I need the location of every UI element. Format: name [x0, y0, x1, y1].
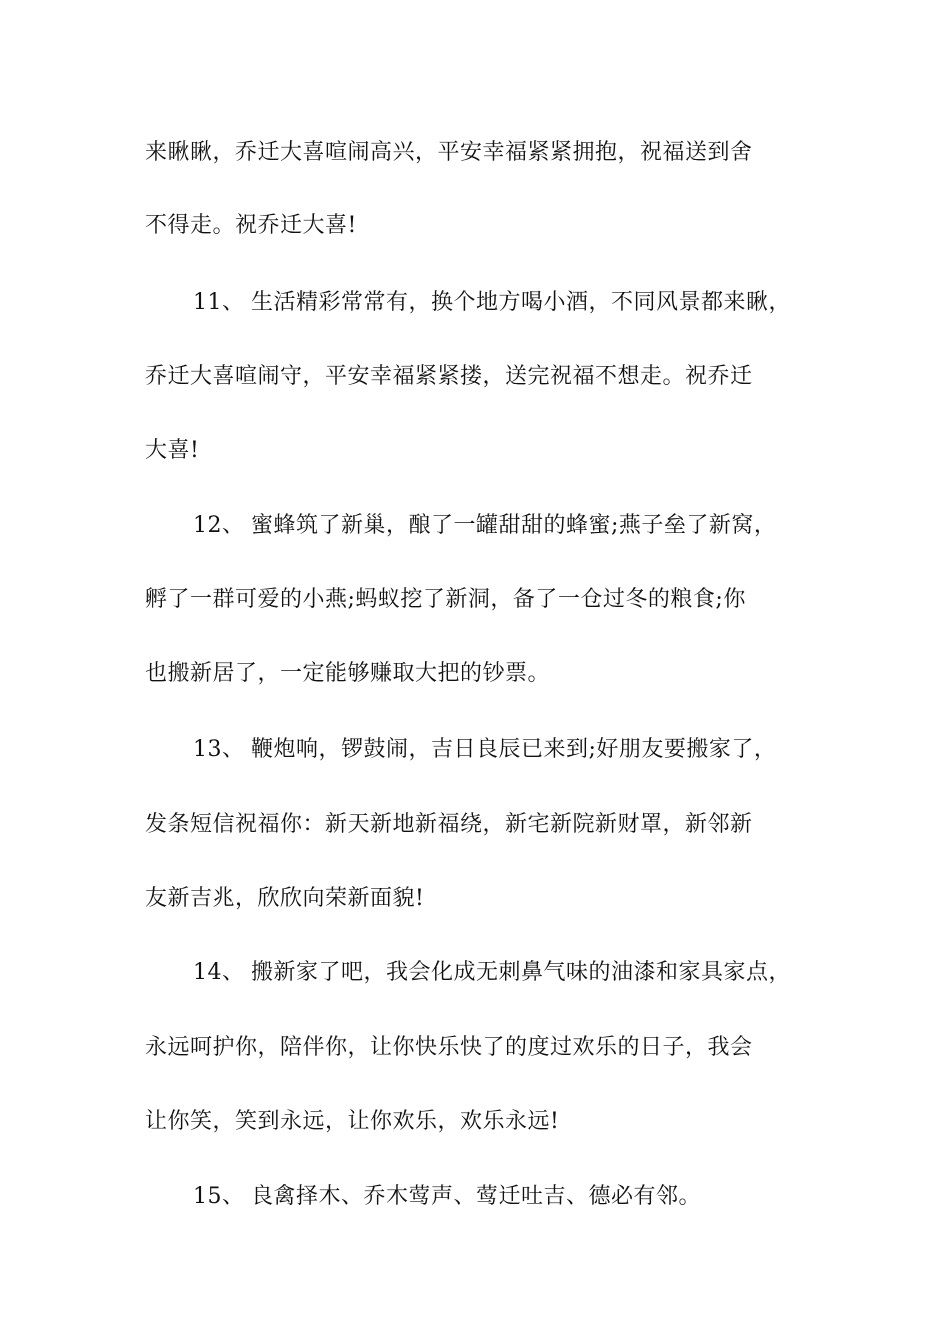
item-number: 15、	[193, 1184, 245, 1209]
paragraph-line: 来瞅瞅，乔迁大喜喧闹高兴，平安幸福紧紧拥抱，祝福送到舍	[145, 140, 753, 165]
paragraph-line: 大喜!	[145, 438, 200, 463]
item-number: 13、	[193, 737, 245, 762]
paragraph-text: 鞭炮响，锣鼓闹，吉日良辰已来到;好朋友要搬家了，	[251, 737, 777, 762]
item-number: 11、	[193, 290, 245, 315]
numbered-paragraph-first-line	[193, 958, 883, 988]
paragraph-line: 孵了一群可爱的小燕;蚂蚁挖了新洞，备了一仓过冬的粮食;你	[145, 587, 746, 612]
paragraph-text: 生活精彩常常有，换个地方喝小酒，不同风景都来瞅，	[251, 290, 792, 315]
paragraph-line: 也搬新居了，一定能够赚取大把的钞票。	[145, 661, 551, 686]
paragraph-line: 不得走。祝乔迁大喜!	[145, 213, 357, 238]
paragraph-line: 发条短信祝福你：新天新地新福绕，新宅新院新财罩，新邻新	[145, 812, 753, 837]
item-number: 12、	[193, 513, 245, 538]
numbered-paragraph-first-line	[193, 288, 883, 318]
numbered-paragraph-first-line	[193, 511, 883, 541]
paragraph-line: 乔迁大喜喧闹守，平安幸福紧紧搂，送完祝福不想走。祝乔迁	[145, 364, 753, 389]
paragraph-text: 蜜蜂筑了新巢，酿了一罐甜甜的蜂蜜;燕子垒了新窝，	[251, 513, 777, 538]
paragraph-line: 让你笑，笑到永远，让你欢乐，欢乐永远!	[145, 1109, 560, 1134]
paragraph-line: 友新吉兆，欣欣向荣新面貌!	[145, 886, 425, 911]
item-number: 14、	[193, 960, 245, 985]
numbered-paragraph-first-line	[193, 735, 883, 765]
paragraph-line: 永远呵护你，陪伴你，让你快乐快了的度过欢乐的日子，我会	[145, 1035, 753, 1060]
paragraph-text: 良禽择木、乔木莺声、莺迁吐吉、德必有邻。	[251, 1184, 702, 1209]
numbered-paragraph-first-line	[193, 1182, 883, 1212]
paragraph-text: 搬新家了吧，我会化成无刺鼻气味的油漆和家具家点，	[251, 960, 792, 985]
